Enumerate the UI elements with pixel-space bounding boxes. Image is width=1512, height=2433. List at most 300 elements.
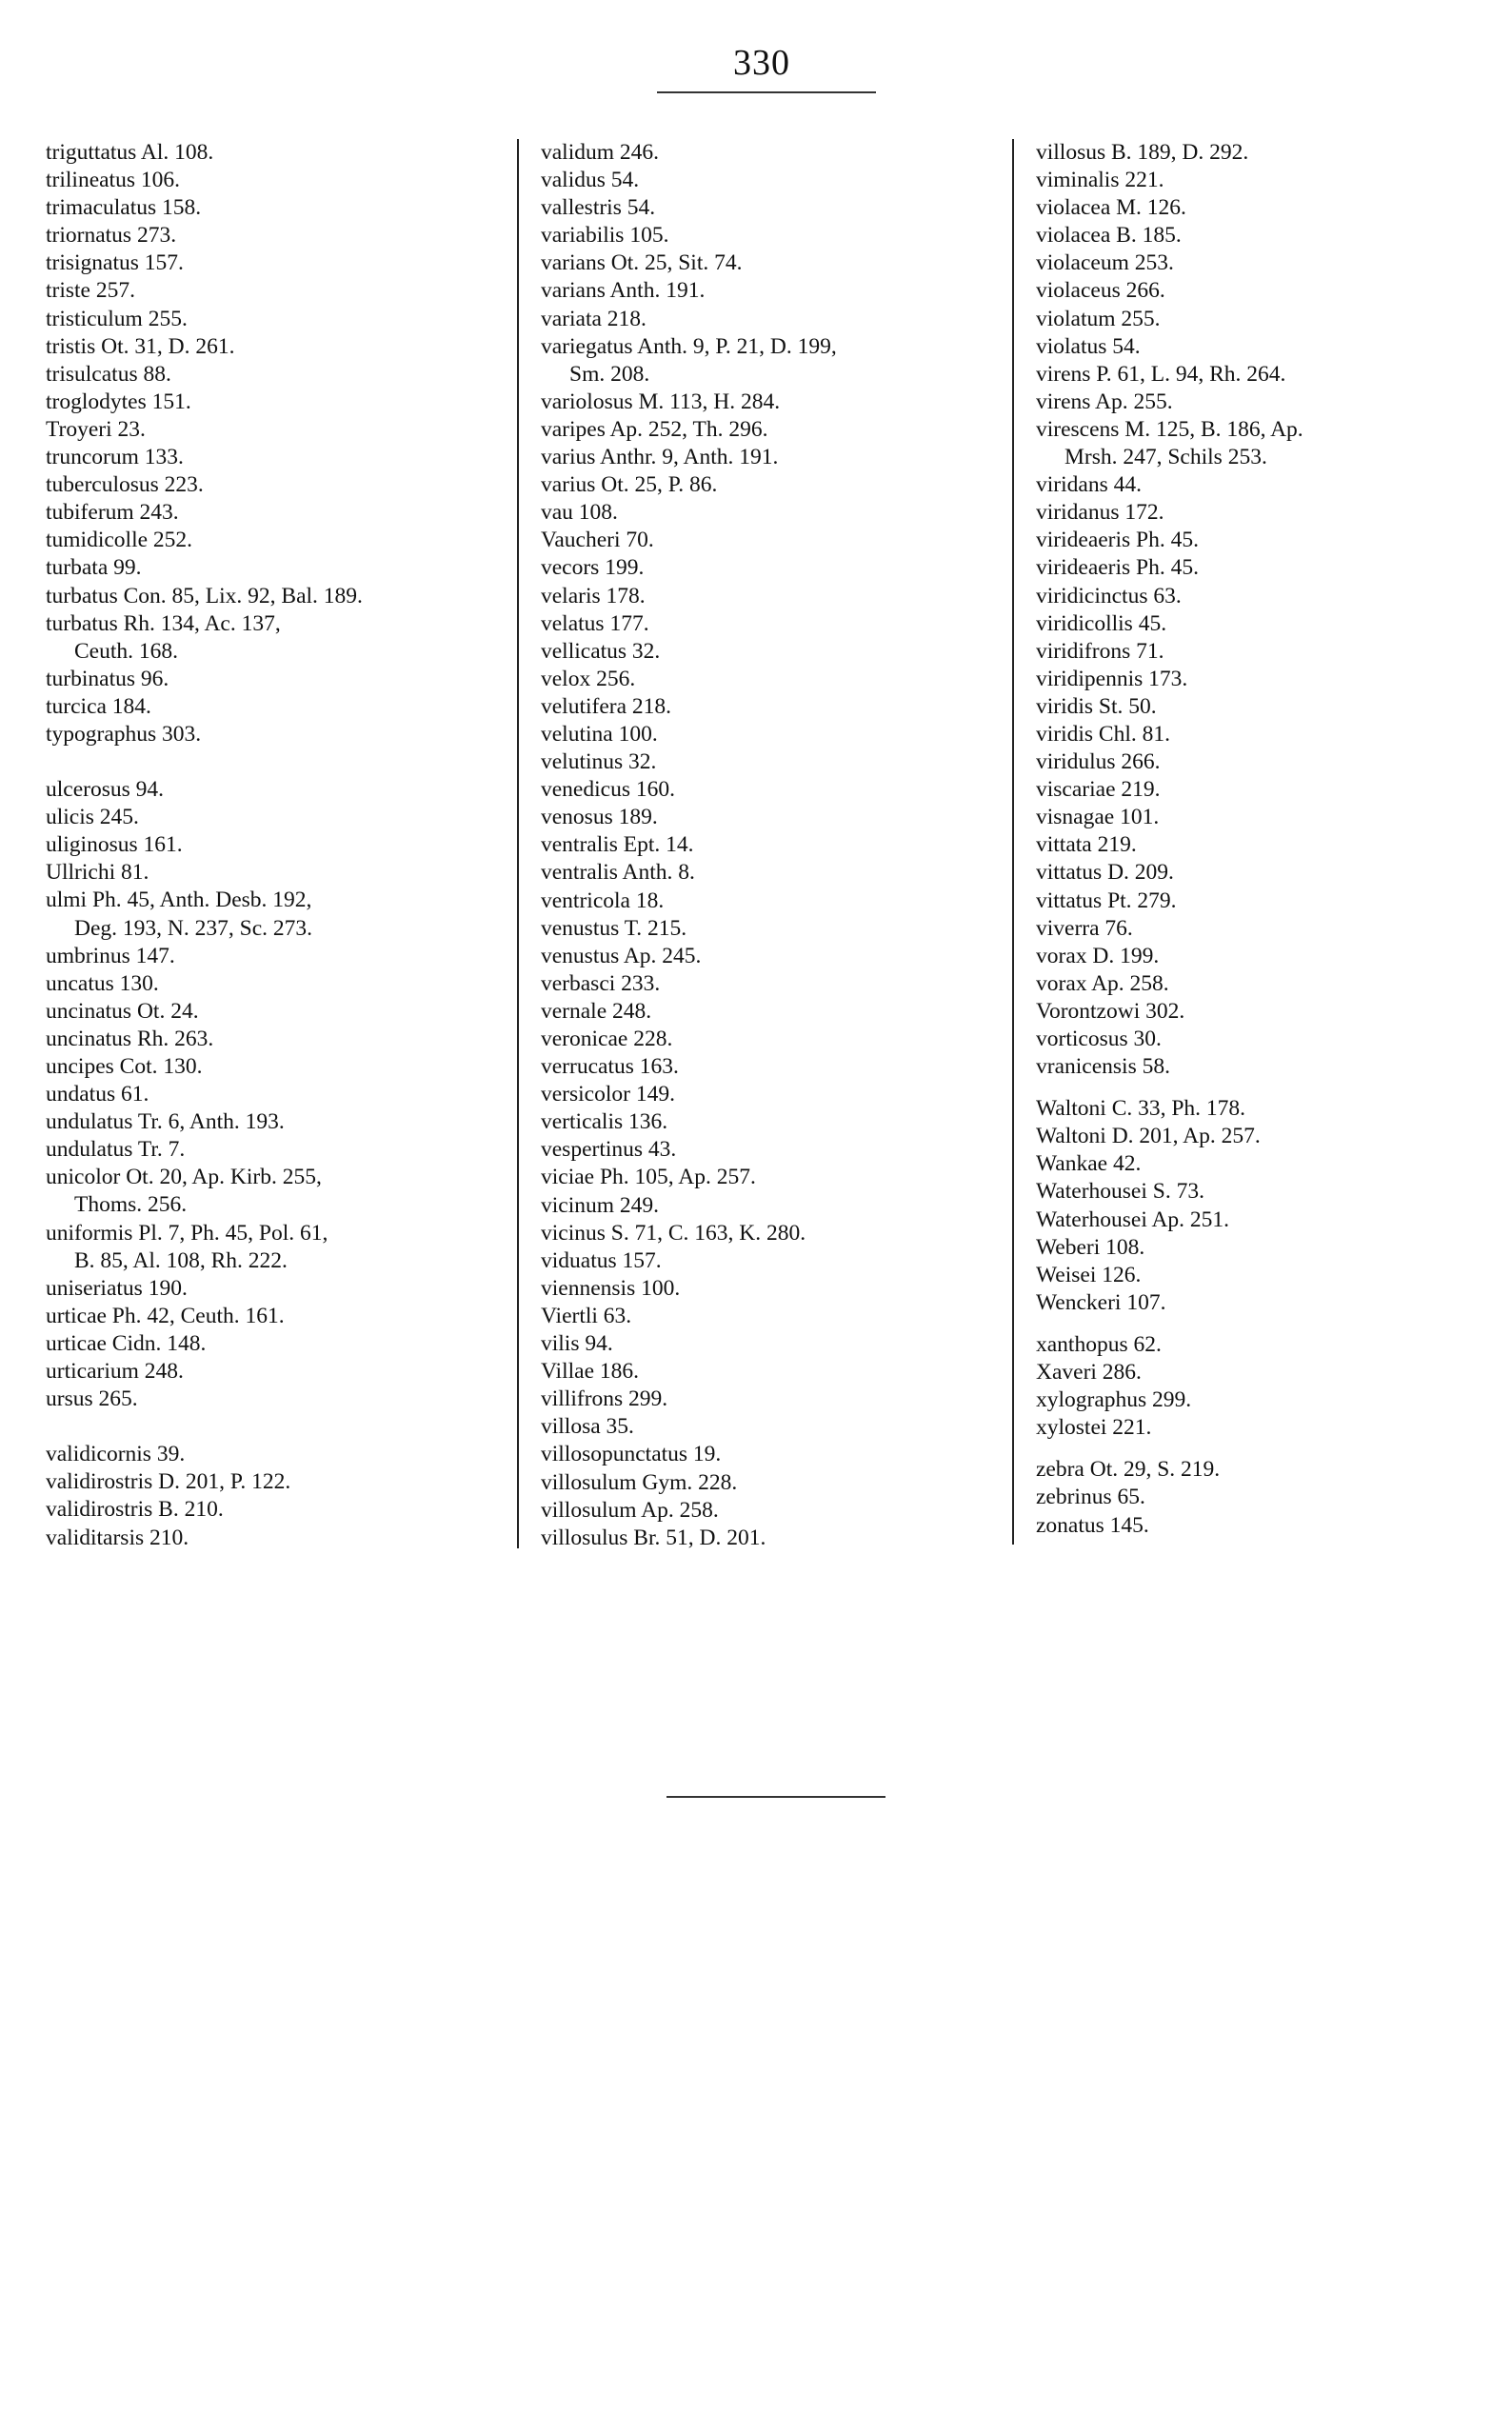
index-entry [46, 776, 522, 804]
index-entry [1036, 666, 1512, 693]
index-entry [1036, 915, 1512, 943]
entry-text: vicinus S. 71, C. 163, K. 280. [541, 1220, 806, 1246]
entry-text: velatus 177. [541, 610, 649, 636]
index-entry [541, 249, 1007, 277]
index-entry [1036, 1123, 1512, 1150]
index-entry [1036, 416, 1512, 471]
index-entry [541, 831, 1007, 859]
entry-text: verbasci 233. [541, 970, 661, 996]
index-entry [46, 194, 522, 222]
entry-text: zonatus 145. [1036, 1512, 1149, 1538]
entry-text: viduatus 157. [541, 1247, 662, 1273]
entry-text: urticae Cidn. 148. [46, 1330, 207, 1356]
index-entry [1036, 1414, 1512, 1442]
entry-text: Weberi 108. [1036, 1234, 1145, 1260]
footer-rule [666, 1796, 885, 1798]
entry-text: vittatus Pt. 279. [1036, 887, 1177, 913]
index-entry [541, 1525, 1007, 1552]
entry-text: ventralis Anth. 8. [541, 860, 695, 886]
entry-text: varians Ot. 25, Sit. 74. [541, 250, 743, 276]
entry-text: vittata 219. [1036, 832, 1137, 858]
index-entry [1036, 748, 1512, 776]
entry-text: ursus 265. [46, 1386, 138, 1412]
index-entry [46, 1330, 522, 1358]
entry-text: villifrons 299. [541, 1386, 668, 1412]
column-divider [517, 139, 519, 1548]
entry-text: venustus T. 215. [541, 915, 687, 941]
entry-continuation: Sm. 208. [569, 361, 650, 387]
entry-continuation: B. 85, Al. 108, Rh. 222. [74, 1247, 288, 1273]
index-entry [541, 1441, 1007, 1468]
index-entry [541, 859, 1007, 887]
index-entry [541, 1220, 1007, 1247]
entry-text: vranicensis 58. [1036, 1054, 1170, 1080]
index-entry [541, 887, 1007, 915]
index-entry [46, 666, 522, 693]
index-entry [46, 333, 522, 361]
index-entry [1036, 389, 1512, 416]
index-column-2 [541, 139, 1007, 1552]
index-entry [541, 1413, 1007, 1441]
index-entry [541, 1192, 1007, 1220]
entry-text: Waterhousei Ap. 251. [1036, 1207, 1230, 1232]
entry-text: Viertli 63. [541, 1303, 632, 1328]
index-entry [1036, 859, 1512, 887]
index-entry [541, 444, 1007, 471]
entry-text: undulatus Tr. 7. [46, 1137, 186, 1163]
index-entry [541, 1497, 1007, 1525]
entry-text: vittatus D. 209. [1036, 860, 1174, 886]
entry-text: varius Anthr. 9, Anth. 191. [541, 445, 779, 470]
index-entry [1036, 1359, 1512, 1386]
index-entry [1036, 333, 1512, 361]
entry-text: viridicollis 45. [1036, 610, 1167, 636]
index-entry [1036, 194, 1512, 222]
entry-text: truncorum 133. [46, 445, 184, 470]
entry-text: viscariae 219. [1036, 777, 1161, 803]
entry-text: xylographus 299. [1036, 1387, 1192, 1413]
entry-text: virens P. 61, L. 94, Rh. 264. [1036, 361, 1286, 387]
entry-text: urticae Ph. 42, Ceuth. 161. [46, 1303, 285, 1328]
entry-text: vau 108. [541, 500, 618, 526]
entry-text: Vaucheri 70. [541, 528, 654, 553]
index-entry [1036, 167, 1512, 194]
index-entry [541, 998, 1007, 1026]
index-entry [46, 1386, 522, 1413]
entry-text: venedicus 160. [541, 777, 675, 803]
entry-text: viridis Chl. 81. [1036, 721, 1171, 747]
entry-text: variata 218. [541, 306, 647, 331]
entry-text: violaceum 253. [1036, 250, 1174, 276]
index-entry [46, 139, 522, 167]
entry-text: violatum 255. [1036, 306, 1161, 331]
entry-text: validirostris D. 201, P. 122. [46, 1469, 291, 1495]
entry-text: uliginosus 161. [46, 832, 183, 858]
index-entry [46, 416, 522, 444]
entry-text: tuberculosus 223. [46, 472, 204, 498]
entry-text: troglodytes 151. [46, 389, 191, 414]
index-entry [541, 804, 1007, 831]
entry-text: validitarsis 210. [46, 1525, 189, 1550]
entry-text: xylostei 221. [1036, 1415, 1152, 1441]
index-entry [1036, 583, 1512, 610]
entry-text: uniseriatus 190. [46, 1275, 188, 1301]
index-entry [541, 389, 1007, 416]
entry-text: turbatus Con. 85, Lix. 92, Bal. 189. [46, 583, 363, 608]
index-entry [541, 943, 1007, 970]
index-entry [46, 499, 522, 527]
index-entry [46, 1441, 522, 1468]
index-entry [46, 998, 522, 1026]
entry-text: violatus 54. [1036, 333, 1141, 359]
index-entry [46, 1053, 522, 1081]
index-entry [541, 915, 1007, 943]
entry-text: Waterhousei S. 73. [1036, 1179, 1204, 1205]
entry-text: villosus B. 189, D. 292. [1036, 140, 1249, 165]
index-entry [46, 804, 522, 831]
index-entry [46, 1081, 522, 1108]
entry-text: velutina 100. [541, 721, 658, 747]
entry-text: validus 54. [541, 168, 640, 193]
entry-text: varipes Ap. 252, Th. 296. [541, 416, 768, 442]
index-entry [1036, 638, 1512, 666]
entry-text: viridipennis 173. [1036, 666, 1188, 691]
index-entry [541, 416, 1007, 444]
entry-text: zebra Ot. 29, S. 219. [1036, 1457, 1221, 1483]
entry-text: trimaculatus 158. [46, 195, 202, 221]
entry-text: turbatus Rh. 134, Ac. 137, [46, 610, 281, 636]
index-entry [541, 1275, 1007, 1303]
index-entry [541, 1136, 1007, 1164]
index-entry [1036, 306, 1512, 333]
entry-text: vorax D. 199. [1036, 943, 1160, 968]
index-entry [541, 333, 1007, 389]
entry-text: uncatus 130. [46, 970, 159, 996]
column-divider [1012, 139, 1014, 1545]
section-gap [1036, 1317, 1512, 1331]
index-entry [46, 831, 522, 859]
entry-text: verrucatus 163. [541, 1054, 679, 1080]
entry-text: viridicinctus 63. [1036, 583, 1182, 608]
entry-text: velox 256. [541, 666, 636, 691]
entry-text: vilis 94. [541, 1331, 613, 1357]
index-entry [46, 1275, 522, 1303]
index-entry [541, 1386, 1007, 1413]
index-entry [1036, 1207, 1512, 1234]
index-entry [1036, 998, 1512, 1026]
index-entry [46, 887, 522, 942]
index-entry [46, 583, 522, 610]
index-entry [1036, 249, 1512, 277]
entry-text: virideaeris Ph. 45. [1036, 528, 1199, 553]
index-column-3 [1036, 139, 1512, 1540]
index-entry [541, 1164, 1007, 1191]
entry-text: trisulcatus 88. [46, 361, 171, 387]
entry-text: typographus 303. [46, 721, 202, 747]
index-entry [541, 638, 1007, 666]
entry-text: turbinatus 96. [46, 666, 169, 691]
entry-text: verticalis 136. [541, 1109, 668, 1135]
index-entry [1036, 1484, 1512, 1511]
index-entry [1036, 831, 1512, 859]
index-entry [46, 970, 522, 998]
index-entry [1036, 970, 1512, 998]
index-entry [541, 527, 1007, 554]
entry-text: vorax Ap. 258. [1036, 970, 1169, 996]
index-entry [1036, 721, 1512, 748]
entry-text: virescens M. 125, B. 186, Ap. [1036, 416, 1303, 442]
entry-text: tubiferum 243. [46, 500, 179, 526]
index-entry [46, 471, 522, 499]
index-entry [541, 1108, 1007, 1136]
index-entry [541, 610, 1007, 638]
index-entry [46, 306, 522, 333]
entry-text: uncipes Cot. 130. [46, 1054, 203, 1079]
index-entry [46, 1468, 522, 1496]
entry-continuation: Mrsh. 247, Schils 253. [1064, 445, 1267, 470]
index-entry [46, 554, 522, 582]
index-entry [1036, 1026, 1512, 1053]
index-entry [1036, 1150, 1512, 1178]
entry-text: validirostris B. 210. [46, 1497, 224, 1523]
entry-text: validum 246. [541, 140, 660, 165]
index-entry [1036, 527, 1512, 554]
index-entry [46, 1136, 522, 1164]
index-entry [1036, 471, 1512, 499]
entry-text: virens Ap. 255. [1036, 389, 1173, 414]
index-entry [1036, 1512, 1512, 1540]
index-entry [46, 361, 522, 389]
entry-text: velaris 178. [541, 583, 646, 608]
index-entry [541, 1026, 1007, 1053]
index-entry [541, 1053, 1007, 1081]
entry-text: variolosus M. 113, H. 284. [541, 389, 781, 414]
index-entry [541, 666, 1007, 693]
index-entry [46, 249, 522, 277]
index-entry [1036, 610, 1512, 638]
index-entry [46, 527, 522, 554]
entry-text: Weisei 126. [1036, 1262, 1142, 1287]
index-entry [1036, 277, 1512, 305]
index-column-1 [46, 139, 522, 1552]
index-entry [46, 222, 522, 249]
index-entry [46, 1026, 522, 1053]
entry-text: villosulus Br. 51, D. 201. [541, 1525, 766, 1550]
entry-text: viridulus 266. [1036, 749, 1161, 775]
entry-continuation: Ceuth. 168. [74, 638, 179, 664]
page-number: 330 [733, 43, 790, 83]
index-entry [46, 610, 522, 666]
entry-text: vernale 248. [541, 998, 652, 1024]
entry-text: vellicatus 32. [541, 638, 661, 664]
index-entry [541, 306, 1007, 333]
index-entry [541, 1247, 1007, 1275]
entry-text: validicornis 39. [46, 1442, 186, 1467]
entry-text: viridifrons 71. [1036, 638, 1164, 664]
entry-text: viridanus 172. [1036, 500, 1164, 526]
entry-text: triornatus 273. [46, 223, 177, 249]
index-entry [46, 721, 522, 748]
index-entry [46, 1525, 522, 1552]
index-entry [46, 1496, 522, 1524]
index-entry [1036, 1331, 1512, 1359]
entry-text: violaceus 266. [1036, 278, 1165, 304]
index-entry [1036, 1289, 1512, 1317]
index-entry [1036, 1456, 1512, 1484]
section-gap [46, 1413, 522, 1441]
index-entry [541, 1469, 1007, 1497]
index-entry [46, 859, 522, 887]
entry-text: xanthopus 62. [1036, 1331, 1162, 1357]
index-entry [1036, 1095, 1512, 1123]
index-entry [1036, 499, 1512, 527]
entry-text: viverra 76. [1036, 915, 1133, 941]
entry-text: Ullrichi 81. [46, 860, 149, 886]
entry-continuation: Deg. 193, N. 237, Sc. 273. [74, 915, 312, 941]
entry-text: trisignatus 157. [46, 250, 184, 276]
index-entry [46, 1164, 522, 1219]
index-entry [1036, 887, 1512, 915]
index-entry [1036, 776, 1512, 804]
entry-text: turbata 99. [46, 555, 142, 581]
index-entry [541, 1081, 1007, 1108]
index-entry [541, 167, 1007, 194]
entry-text: variegatus Anth. 9, P. 21, D. 199, [541, 333, 837, 359]
index-entry [541, 194, 1007, 222]
entry-text: Waltoni D. 201, Ap. 257. [1036, 1124, 1261, 1149]
section-gap [46, 748, 522, 776]
index-entry [541, 499, 1007, 527]
index-entry [46, 1358, 522, 1386]
entry-text: vecors 199. [541, 555, 645, 581]
entry-text: ventricola 18. [541, 887, 665, 913]
index-entry [541, 222, 1007, 249]
entry-text: triguttatus Al. 108. [46, 140, 214, 165]
entry-text: Vorontzowi 302. [1036, 998, 1185, 1024]
index-entry [1036, 804, 1512, 831]
index-entry [541, 554, 1007, 582]
entry-text: vorticosus 30. [1036, 1027, 1162, 1051]
entry-text: viminalis 221. [1036, 168, 1164, 193]
index-entry [1036, 1386, 1512, 1414]
entry-text: zebrinus 65. [1036, 1485, 1145, 1510]
entry-text: velutifera 218. [541, 693, 672, 719]
entry-text: villosulum Ap. 258. [541, 1497, 719, 1523]
entry-text: trilineatus 106. [46, 168, 180, 193]
entry-text: Xaveri 286. [1036, 1360, 1142, 1386]
index-entry [46, 277, 522, 305]
section-gap [1036, 1081, 1512, 1095]
index-entry [1036, 139, 1512, 167]
entry-text: Villae 186. [541, 1359, 640, 1385]
index-entry [541, 583, 1007, 610]
index-entry [541, 1358, 1007, 1386]
entry-text: tristiculum 255. [46, 306, 188, 331]
entry-text: varius Ot. 25, P. 86. [541, 472, 718, 498]
entry-text: viciae Ph. 105, Ap. 257. [541, 1165, 756, 1190]
entry-text: urticarium 248. [46, 1359, 184, 1385]
index-entry [541, 277, 1007, 305]
index-entry [46, 693, 522, 721]
index-entry [46, 1220, 522, 1275]
entry-text: uniformis Pl. 7, Ph. 45, Pol. 61, [46, 1220, 328, 1246]
entry-text: uncinatus Rh. 263. [46, 1026, 214, 1051]
entry-text: triste 257. [46, 278, 135, 304]
index-entry [541, 721, 1007, 748]
index-entry [1036, 943, 1512, 970]
index-entry [1036, 554, 1512, 582]
entry-text: undatus 61. [46, 1082, 149, 1107]
index-entry [46, 389, 522, 416]
entry-text: viennensis 100. [541, 1275, 681, 1301]
entry-text: viridis St. 50. [1036, 693, 1157, 719]
index-entry [541, 471, 1007, 499]
index-entry [1036, 222, 1512, 249]
entry-text: viridans 44. [1036, 472, 1142, 498]
entry-text: ulcerosus 94. [46, 777, 165, 803]
entry-text: veronicae 228. [541, 1027, 673, 1051]
entry-text: turcica 184. [46, 693, 151, 719]
entry-text: Waltoni C. 33, Ph. 178. [1036, 1096, 1246, 1122]
entry-text: vespertinus 43. [541, 1137, 677, 1163]
entry-text: villosa 35. [541, 1414, 634, 1440]
entry-text: venustus Ap. 245. [541, 943, 702, 968]
entry-text: undulatus Tr. 6, Anth. 193. [46, 1109, 285, 1135]
index-entry [1036, 1053, 1512, 1081]
entry-text: visnagae 101. [1036, 805, 1160, 830]
entry-text: tristis Ot. 31, D. 261. [46, 333, 235, 359]
index-entry [46, 444, 522, 471]
entry-text: violacea M. 126. [1036, 195, 1186, 221]
entry-text: virideaeris Ph. 45. [1036, 555, 1199, 581]
index-entry [1036, 1178, 1512, 1206]
entry-text: tumidicolle 252. [46, 528, 193, 553]
index-entry [541, 1303, 1007, 1330]
index-entry [1036, 693, 1512, 721]
index-entry [46, 943, 522, 970]
entry-text: villosopunctatus 19. [541, 1442, 722, 1467]
index-entry [541, 776, 1007, 804]
entry-continuation: Thoms. 256. [74, 1192, 188, 1218]
index-entry [541, 1330, 1007, 1358]
index-entry [541, 748, 1007, 776]
entry-text: umbrinus 147. [46, 943, 175, 968]
index-entry [1036, 1262, 1512, 1289]
entry-text: versicolor 149. [541, 1082, 675, 1107]
entry-text: variabilis 105. [541, 223, 669, 249]
entry-text: villosulum Gym. 228. [541, 1469, 738, 1495]
section-gap [1036, 1442, 1512, 1456]
index-entry [1036, 1234, 1512, 1262]
entry-text: ulicis 245. [46, 805, 139, 830]
index-entry [541, 693, 1007, 721]
entry-text: ulmi Ph. 45, Anth. Desb. 192, [46, 887, 312, 913]
entry-text: Wankae 42. [1036, 1151, 1142, 1177]
entry-text: venosus 189. [541, 805, 658, 830]
index-entry [46, 167, 522, 194]
entry-text: ventralis Ept. 14. [541, 832, 694, 858]
index-entry [1036, 361, 1512, 389]
entry-text: vallestris 54. [541, 195, 656, 221]
entry-text: Troyeri 23. [46, 416, 146, 442]
entry-text: varians Anth. 191. [541, 278, 706, 304]
index-entry [46, 1303, 522, 1330]
entry-text: uncinatus Ot. 24. [46, 998, 199, 1024]
index-entry [46, 1108, 522, 1136]
index-entry [541, 139, 1007, 167]
header-rule [657, 91, 876, 93]
entry-text: velutinus 32. [541, 749, 657, 775]
